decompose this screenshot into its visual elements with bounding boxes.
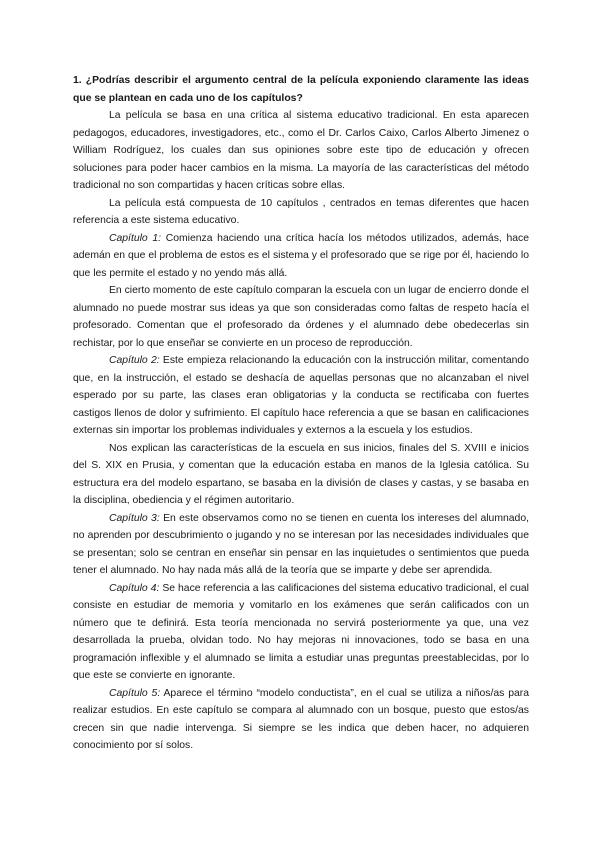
paragraph-intro: La película se basa en una crítica al sistema educativo tradicional. En esta aparecen pedagogos, educadores, investigadores, etc., como el Dr. Carlos Caixo, Carlos Alberto Jimenez o William Rodríguez, los cuales dan sus opiniones sobre este tipo de educación y ofrecen soluciones para poder hacer cambios en la misma. La mayoría de las características del método tradicional no son compartidas y hacen críticas sobre ellas. — [73, 110, 529, 191]
paragraph-chapter-5: Capítulo 5: Aparece el término “modelo conductista”, en el cual se utiliza a niños/as para realizar estudios. En este capítulo se compara al alumnado con un bosque, puesto que estos/as crecen sin que nadie intervenga. Si siempre se les indica que deben hacer, no adquieren conocimiento por sí solos. — [73, 687, 529, 751]
paragraph-chapter-1-cont: En cierto momento de este capítulo comparan la escuela con un lugar de encierro donde el alumnado no puede mostrar sus ideas ya que son consideradas como faltas de respeto hacía el profesorado. Comentan que el profesorado da órdenes y el alumnado debe obedecerlas sin rechistar, por lo que enseñar se convierte en un proceso de reproducción. — [73, 285, 529, 349]
chapter-4-label: Capítulo 4: — [109, 582, 160, 594]
paragraph-structure: La película está compuesta de 10 capítulos , centrados en temas diferentes que hacen referencia a este sistema educativo. — [73, 197, 529, 226]
question-heading: 1. ¿Podrías describir el argumento central de la película exponiendo claramente las ideas que se plantean en cada uno de los capítulos? — [73, 75, 529, 104]
paragraph-chapter-4: Capítulo 4: Se hace referencia a las calificaciones del sistema educativo tradicional, el cual consiste en estudiar de memoria y vomitarlo en los exámenes que serán calificados con un número que te definirá. Esta teoría mencionada no servirá posteriormente ya que, una vez desarrollada la prueba, olvidan todo. No hay mejoras ni innovaciones, todo se basa en una programación inflexible y el alumnado se limita a estudiar unas preguntas preestablecidas, por lo que este se convierte en ignorante. — [73, 582, 529, 681]
paragraph-chapter-2: Capítulo 2: Este empieza relacionando la educación con la instrucción militar, comentando que, en la instrucción, el estado se deshacía de aquellas personas que no alcanzaban el nivel esperado por su parte, las clases eran obligatorias y la conducta se rectificaba con fuertes castigos llenos de dolor y sufrimiento. El capítulo hace referencia a que se basan en calificaciones externas sin importar los problemas individuales y externos a la escuela y los estudios. — [73, 355, 529, 436]
chapter-3-label: Capítulo 3: — [109, 512, 160, 524]
chapter-5-label: Capítulo 5: — [109, 687, 161, 699]
chapter-2-label: Capítulo 2: — [109, 355, 160, 366]
chapter-1-label: Capítulo 1: — [109, 232, 162, 244]
paragraph-chapter-2-cont: Nos explican las características de la escuela en sus inicios, finales del S. XVIII e inicios del S. XIX en Prusia, y comentan que la educación estaba en manos de la Iglesia católica. Su estructura era del modelo espartano, se basaba en la división de clases y castas, y se basaba en la disciplina, obediencia y el régimen autoritario. — [73, 442, 529, 506]
paragraph-chapter-3: Capítulo 3: En este observamos como no se tienen en cuenta los intereses del alumnado, no aprenden por descubrimiento o jugando y no se interesan por las necesidades individuales que se presentan; solo se centran en enseñar sin pensar en las inquietudes o sentimientos que pueda tener el alumnado. No hay nada más allá de la teoría que se imparte y debe ser aprendida. — [73, 512, 529, 576]
paragraph-chapter-1: Capítulo 1: Comienza haciendo una crítica hacía los métodos utilizados, además, hace ademán en que el problema de estos es el sistema y el profesorado que se rige por él, haciendo lo que les permite el estado y no yendo más allá. — [73, 232, 529, 279]
